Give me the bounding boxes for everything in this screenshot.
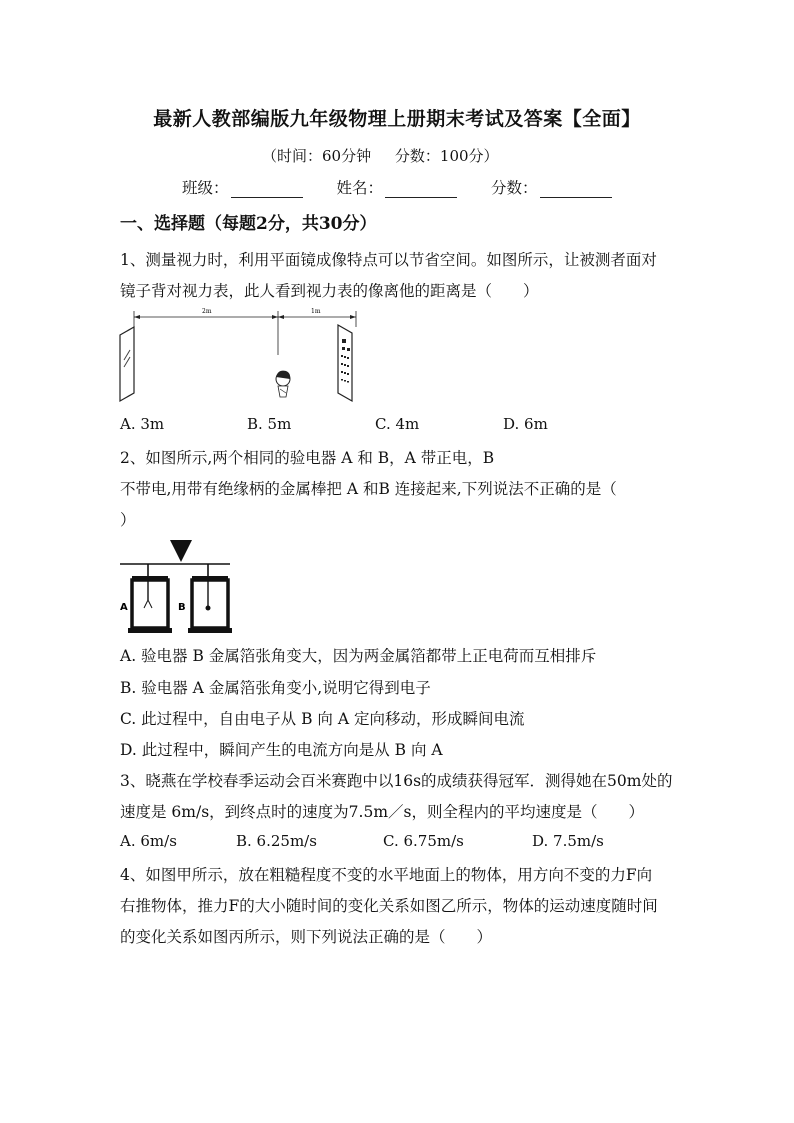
q2-text-line-1: 2、如图所示,两个相同的验电器 A 和 B，A 带正电，B xyxy=(120,449,495,467)
q3-option-b[interactable]: B. 6.25m/s xyxy=(236,832,317,850)
q2-option-b[interactable]: B. 验电器 A 金属箔张角变小,说明它得到电子 xyxy=(120,679,431,697)
q2-fig-label-b: B xyxy=(178,602,186,613)
class-label: 班级： xyxy=(182,179,229,197)
section-heading: 一、选择题（每题2分，共30分） xyxy=(120,214,377,234)
q3-text-line-1: 3、晓燕在学校春季运动会百米赛跑中以16s的成绩获得冠军．测得她在50m处的 xyxy=(120,772,673,790)
exam-title: 最新人教部编版九年级物理上册期末考试及答案【全面】 xyxy=(153,108,641,130)
q1-option-d[interactable]: D. 6m xyxy=(503,415,548,433)
q1-option-c[interactable]: C. 4m xyxy=(375,415,420,433)
class-blank[interactable] xyxy=(231,181,303,198)
q1-figure-mirror-eye-chart xyxy=(118,305,368,410)
q3-option-d[interactable]: D. 7.5m/s xyxy=(532,832,604,850)
name-label: 姓名： xyxy=(336,179,384,197)
exam-subtitle: （时间：60分钟 分数：100分） xyxy=(262,147,499,165)
q2-figure-electroscopes xyxy=(118,536,236,638)
q4-text-line-3: 的变化关系如图丙所示，则下列说法正确的是（ ） xyxy=(120,928,493,946)
name-field xyxy=(337,176,458,198)
q4-text-line-1: 4、如图甲所示，放在粗糙程度不变的水平地面上的物体，用方向不变的力F向 xyxy=(120,866,653,884)
q3-text-line-2: 速度是 6m/s，到终点时的速度为7.5m／s，则全程内的平均速度是（ ） xyxy=(120,803,644,821)
q2-option-d[interactable]: D. 此过程中，瞬间产生的电流方向是从 B 向 A xyxy=(120,741,443,759)
q2-fig-label-a: A xyxy=(120,602,128,613)
q1-text-line-2: 镜子背对视力表，此人看到视力表的像离他的距离是（ ） xyxy=(120,282,539,300)
q3-option-a[interactable]: A. 6m/s xyxy=(120,832,177,850)
score-blank[interactable] xyxy=(540,181,612,198)
q2-text-line-2: 不带电,用带有绝缘柄的金属棒把 A 和B 连接起来,下列说法不正确的是（ xyxy=(120,480,617,498)
q2-option-a[interactable]: A. 验电器 B 金属箔张角变大，因为两金属箔都带上正电荷而互相排斥 xyxy=(120,647,597,665)
q1-option-b[interactable]: B. 5m xyxy=(247,415,292,433)
q2-text-line-3: ） xyxy=(120,511,136,529)
score-label: 分数： xyxy=(491,179,538,197)
class-field xyxy=(182,176,303,198)
q1-fig-label-2m: 2m xyxy=(202,308,212,315)
q2-option-c[interactable]: C. 此过程中，自由电子从 B 向 A 定向移动，形成瞬间电流 xyxy=(120,710,525,728)
score-field xyxy=(491,176,612,198)
q1-text-line-1: 1、测量视力时，利用平面镜成像特点可以节省空间。如图所示，让被测者面对 xyxy=(120,251,657,269)
q4-text-line-2: 右推物体，推力F的大小随时间的变化关系如图乙所示，物体的运动速度随时间 xyxy=(120,897,658,915)
q1-fig-label-1m: 1m xyxy=(311,308,321,315)
q3-option-c[interactable]: C. 6.75m/s xyxy=(383,832,464,850)
student-info-fields xyxy=(182,176,612,198)
name-blank[interactable] xyxy=(385,181,457,198)
q1-option-a[interactable]: A. 3m xyxy=(120,415,165,433)
